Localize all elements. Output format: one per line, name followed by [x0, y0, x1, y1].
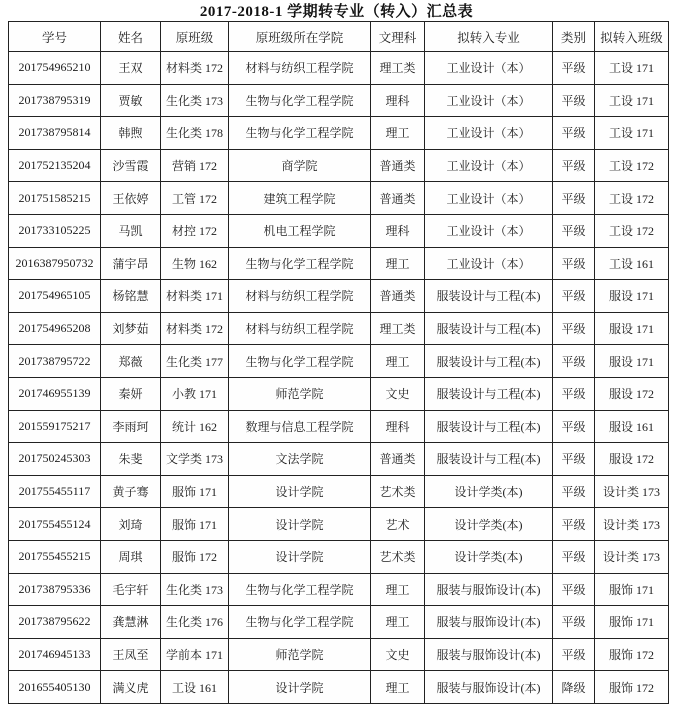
table-cell: 王凤至: [101, 638, 161, 671]
table-cell: 材料类 171: [161, 280, 229, 313]
table-cell: 服设 161: [595, 410, 669, 443]
table-cell: 王双: [101, 52, 161, 85]
table-cell: 平级: [553, 410, 595, 443]
table-cell: 王依婷: [101, 182, 161, 215]
table-cell: 材控 172: [161, 214, 229, 247]
table-cell: 设计学院: [229, 475, 371, 508]
table-cell: 普通类: [371, 443, 425, 476]
table-cell: 材料类 172: [161, 52, 229, 85]
table-cell: 艺术类: [371, 540, 425, 573]
table-cell: 工设 172: [595, 214, 669, 247]
table-cell: 平级: [553, 182, 595, 215]
table-row: [9, 345, 669, 378]
table-cell: 工设 171: [595, 117, 669, 150]
table-cell: 生化类 176: [161, 606, 229, 639]
table-cell: 201738795319: [9, 84, 101, 117]
table-cell: 服装设计与工程(本): [425, 345, 553, 378]
table-cell: 服饰 171: [161, 508, 229, 541]
table-cell: 建筑工程学院: [229, 182, 371, 215]
table-cell: 2016387950732: [9, 247, 101, 280]
table-cell: 201738795814: [9, 117, 101, 150]
table-cell: 服饰 172: [595, 638, 669, 671]
table-cell: 工业设计（本）: [425, 149, 553, 182]
table-row: [9, 312, 669, 345]
table-row: [9, 280, 669, 313]
table-cell: 理工: [371, 345, 425, 378]
table-cell: 服设 172: [595, 377, 669, 410]
table-cell: 工业设计（本）: [425, 247, 553, 280]
table-row: [9, 638, 669, 671]
table-cell: 201755455124: [9, 508, 101, 541]
table-cell: 刘琦: [101, 508, 161, 541]
table-cell: 理工: [371, 671, 425, 704]
table-header-row: [9, 22, 669, 52]
table-cell: 蒲宇昂: [101, 247, 161, 280]
table-row: [9, 52, 669, 85]
table-cell: 生物与化学工程学院: [229, 573, 371, 606]
table-cell: 生物 162: [161, 247, 229, 280]
table-cell: 服装与服饰设计(本): [425, 573, 553, 606]
table-cell: 平级: [553, 573, 595, 606]
table-cell: 201746955139: [9, 377, 101, 410]
table-cell: 设计类 173: [595, 540, 669, 573]
table-cell: 201754965210: [9, 52, 101, 85]
table-cell: 平级: [553, 149, 595, 182]
table-cell: 朱斐: [101, 443, 161, 476]
header-cell: 拟转入专业: [425, 22, 553, 52]
table-cell: 韩煦: [101, 117, 161, 150]
table-cell: 李雨珂: [101, 410, 161, 443]
table-cell: 材料类 172: [161, 312, 229, 345]
table-cell: 艺术类: [371, 475, 425, 508]
table-row: [9, 475, 669, 508]
table-cell: 贾敏: [101, 84, 161, 117]
table-cell: 平级: [553, 312, 595, 345]
table-cell: 平级: [553, 638, 595, 671]
table-cell: 文史: [371, 638, 425, 671]
table-cell: 理工类: [371, 52, 425, 85]
table-cell: 理科: [371, 410, 425, 443]
table-cell: 秦妍: [101, 377, 161, 410]
table-cell: 艺术: [371, 508, 425, 541]
table-cell: 机电工程学院: [229, 214, 371, 247]
table-cell: 毛宇轩: [101, 573, 161, 606]
table-row: [9, 508, 669, 541]
table-row: [9, 540, 669, 573]
table-cell: 平级: [553, 377, 595, 410]
table-cell: 马凯: [101, 214, 161, 247]
header-cell: 学号: [9, 22, 101, 52]
table-cell: 理科: [371, 84, 425, 117]
table-cell: 201754965105: [9, 280, 101, 313]
table-cell: 小教 171: [161, 377, 229, 410]
table-cell: 平级: [553, 247, 595, 280]
table-cell: 201754965208: [9, 312, 101, 345]
table-cell: 201750245303: [9, 443, 101, 476]
table-body: [9, 52, 669, 704]
table-cell: 201738795722: [9, 345, 101, 378]
table-cell: 设计学类(本): [425, 508, 553, 541]
table-cell: 工设 172: [595, 182, 669, 215]
header-cell: 文理科: [371, 22, 425, 52]
table-cell: 师范学院: [229, 638, 371, 671]
table-cell: 郑薇: [101, 345, 161, 378]
transfer-summary-table: [8, 21, 669, 704]
table-cell: 工设 172: [595, 149, 669, 182]
table-cell: 服装设计与工程(本): [425, 410, 553, 443]
table-cell: 商学院: [229, 149, 371, 182]
table-cell: 设计学类(本): [425, 540, 553, 573]
table-cell: 文史: [371, 377, 425, 410]
table-cell: 201733105225: [9, 214, 101, 247]
table-cell: 平级: [553, 117, 595, 150]
table-cell: 201746945133: [9, 638, 101, 671]
table-cell: 平级: [553, 280, 595, 313]
table-cell: 201755455117: [9, 475, 101, 508]
table-cell: 服饰 172: [161, 540, 229, 573]
table-cell: 工业设计（本）: [425, 52, 553, 85]
table-cell: 文学类 173: [161, 443, 229, 476]
table-cell: 材料与纺织工程学院: [229, 280, 371, 313]
table-row: [9, 671, 669, 704]
table-cell: 理工类: [371, 312, 425, 345]
table-cell: 生化类 173: [161, 84, 229, 117]
table-row: [9, 182, 669, 215]
page-title: 2017-2018-1 学期转专业（转入）汇总表: [199, 4, 474, 20]
table-cell: 普通类: [371, 182, 425, 215]
table-cell: 201751585215: [9, 182, 101, 215]
table-cell: 设计类 173: [595, 508, 669, 541]
table-row: [9, 84, 669, 117]
table-cell: 普通类: [371, 280, 425, 313]
table-cell: 理工: [371, 247, 425, 280]
table-cell: 理工: [371, 117, 425, 150]
table-cell: 平级: [553, 214, 595, 247]
table-cell: 201738795622: [9, 606, 101, 639]
table-cell: 服装设计与工程(本): [425, 443, 553, 476]
table-cell: 学前本 171: [161, 638, 229, 671]
table-row: [9, 410, 669, 443]
header-cell: 类别: [553, 22, 595, 52]
table-cell: 周琪: [101, 540, 161, 573]
table-cell: 平级: [553, 606, 595, 639]
table-cell: 平级: [553, 84, 595, 117]
table-cell: 工业设计（本）: [425, 182, 553, 215]
table-cell: 201752135204: [9, 149, 101, 182]
table-cell: 刘梦茹: [101, 312, 161, 345]
table-cell: 工业设计（本）: [425, 214, 553, 247]
table-cell: 普通类: [371, 149, 425, 182]
table-cell: 数理与信息工程学院: [229, 410, 371, 443]
header-cell: 原班级: [161, 22, 229, 52]
table-cell: 营销 172: [161, 149, 229, 182]
table-cell: 工设 171: [595, 52, 669, 85]
table-cell: 理工: [371, 573, 425, 606]
table-cell: 服装设计与工程(本): [425, 280, 553, 313]
table-cell: 平级: [553, 345, 595, 378]
table-cell: 服设 171: [595, 345, 669, 378]
table-cell: 沙雪霞: [101, 149, 161, 182]
table-cell: 201738795336: [9, 573, 101, 606]
table-row: [9, 149, 669, 182]
table-cell: 满义虎: [101, 671, 161, 704]
table-cell: 服设 171: [595, 280, 669, 313]
table-cell: 平级: [553, 475, 595, 508]
table-cell: 设计类 173: [595, 475, 669, 508]
table-cell: 生物与化学工程学院: [229, 84, 371, 117]
table-cell: 设计学院: [229, 508, 371, 541]
table-cell: 理工: [371, 606, 425, 639]
table-cell: 生物与化学工程学院: [229, 117, 371, 150]
table-cell: 平级: [553, 508, 595, 541]
table-cell: 平级: [553, 443, 595, 476]
table-cell: 材料与纺织工程学院: [229, 312, 371, 345]
table-row: [9, 443, 669, 476]
table-row: [9, 214, 669, 247]
table-cell: 统计 162: [161, 410, 229, 443]
table-cell: 生物与化学工程学院: [229, 247, 371, 280]
table-cell: 服饰 171: [161, 475, 229, 508]
table-cell: 服饰 172: [595, 671, 669, 704]
header-cell: 姓名: [101, 22, 161, 52]
table-cell: 工管 172: [161, 182, 229, 215]
table-cell: 工设 161: [161, 671, 229, 704]
table-row: [9, 573, 669, 606]
table-cell: 201655405130: [9, 671, 101, 704]
table-row: [9, 606, 669, 639]
table-cell: 设计学院: [229, 671, 371, 704]
table-cell: 理科: [371, 214, 425, 247]
table-cell: 生物与化学工程学院: [229, 606, 371, 639]
table-cell: 材料与纺织工程学院: [229, 52, 371, 85]
table-cell: 生化类 178: [161, 117, 229, 150]
table-cell: 服装与服饰设计(本): [425, 638, 553, 671]
table-cell: 师范学院: [229, 377, 371, 410]
table-cell: 生化类 173: [161, 573, 229, 606]
table-row: [9, 247, 669, 280]
table-cell: 杨铭慧: [101, 280, 161, 313]
table-cell: 服设 171: [595, 312, 669, 345]
table-cell: 生化类 177: [161, 345, 229, 378]
table-cell: 201755455215: [9, 540, 101, 573]
table-cell: 工设 171: [595, 84, 669, 117]
table-cell: 设计学院: [229, 540, 371, 573]
table-row: [9, 117, 669, 150]
table-row: [9, 377, 669, 410]
table-cell: 降级: [553, 671, 595, 704]
table-cell: 生物与化学工程学院: [229, 345, 371, 378]
table-cell: 平级: [553, 52, 595, 85]
table-cell: 服装设计与工程(本): [425, 312, 553, 345]
table-cell: 服设 172: [595, 443, 669, 476]
header-cell: 拟转入班级: [595, 22, 669, 52]
table-cell: 服装与服饰设计(本): [425, 671, 553, 704]
table-cell: 工业设计（本）: [425, 84, 553, 117]
table-cell: 平级: [553, 540, 595, 573]
table-cell: 服装设计与工程(本): [425, 377, 553, 410]
table-cell: 服装与服饰设计(本): [425, 606, 553, 639]
table-cell: 服饰 171: [595, 573, 669, 606]
table-cell: 201559175217: [9, 410, 101, 443]
table-cell: 工设 161: [595, 247, 669, 280]
table-cell: 服饰 171: [595, 606, 669, 639]
table-cell: 设计学类(本): [425, 475, 553, 508]
table-cell: 工业设计（本）: [425, 117, 553, 150]
table-cell: 黄子骞: [101, 475, 161, 508]
table-cell: 龚慧淋: [101, 606, 161, 639]
header-cell: 原班级所在学院: [229, 22, 371, 52]
table-cell: 文法学院: [229, 443, 371, 476]
